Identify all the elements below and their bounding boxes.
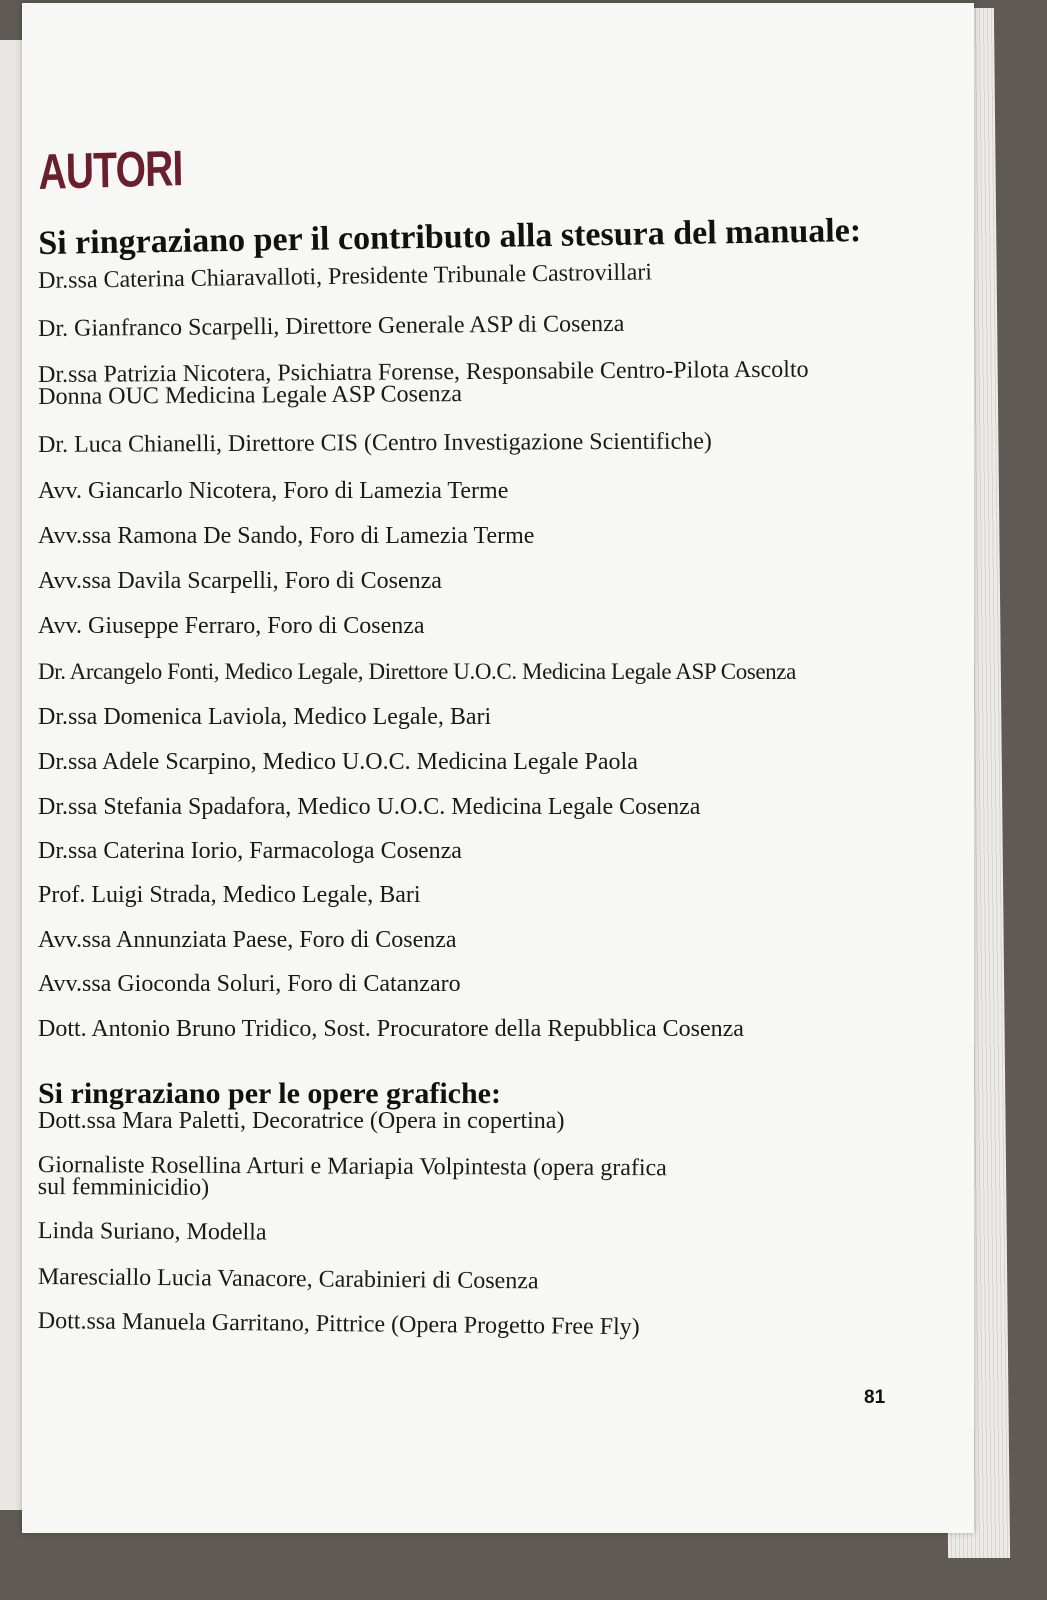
list-item: Avv. Giancarlo Nicotera, Foro di Lamezia Terme [38, 478, 509, 504]
list-item-line: Dr.ssa Patrizia Nicotera, Psichiatra Forense, Responsabile Centro-Pilota Ascolto [37, 356, 809, 388]
list-item: Dr. Arcangelo Fonti, Medico Legale, Direttore U.O.C. Medicina Legale ASP Cosenza [38, 659, 796, 684]
list-item: Dr. Gianfranco Scarpelli, Direttore Generale ASP di Cosenza [37, 310, 625, 342]
list-item: Avv. Giuseppe Ferraro, Foro di Cosenza [38, 613, 425, 639]
page-heading: AUTORI [38, 140, 184, 200]
list-item: Dr.ssa Stefania Spadafora, Medico U.O.C. Medicina Legale Cosenza [38, 794, 701, 820]
contributors-title: Si ringraziano per il contributo alla stesura del manuale: [38, 212, 862, 262]
list-item: Maresciallo Lucia Vanacore, Carabinieri di Cosenza [37, 1264, 539, 1295]
list-item: Dott.ssa Manuela Garritano, Pittrice (Opera Progetto Free Fly) [37, 1308, 640, 1341]
list-item: Linda Suriano, Modella [37, 1218, 267, 1246]
list-item: Dr.ssa Domenica Laviola, Medico Legale, Bari [38, 704, 492, 730]
list-item: Prof. Luigi Strada, Medico Legale, Bari [38, 882, 421, 908]
list-item [38, 358, 809, 409]
facing-page-edge [0, 40, 24, 1510]
page-number: 81 [864, 1387, 886, 1408]
list-item-line: Giornaliste Rosellina Arturi e Mariapia Volpintesta (opera grafica [37, 1152, 667, 1182]
list-item: Dr.ssa Caterina Iorio, Farmacologa Cosenza [38, 838, 462, 864]
list-item: Avv.ssa Ramona De Sando, Foro di Lamezia Terme [38, 523, 535, 549]
list-item: Dr.ssa Caterina Chiaravalloti, Presidente Tribunale Castrovillari [37, 259, 653, 294]
list-item-line: sul femminicidio) [37, 1173, 210, 1201]
list-item: Avv.ssa Annunziata Paese, Foro di Cosenza [38, 927, 457, 953]
list-item: Dott. Antonio Bruno Tridico, Sost. Procuratore della Repubblica Cosenza [38, 1016, 744, 1042]
list-item [38, 1153, 667, 1202]
list-item: Dr. Luca Chianelli, Direttore CIS (Centro Investigazione Scientifiche) [37, 428, 712, 458]
graphics-title: Si ringraziano per le opere grafiche: [38, 1077, 501, 1110]
list-item: Avv.ssa Gioconda Soluri, Foro di Catanzaro [38, 971, 461, 997]
list-item: Avv.ssa Davila Scarpelli, Foro di Cosenza [38, 568, 442, 594]
list-item-line: Donna OUC Medicina Legale ASP Cosenza [38, 381, 463, 410]
book-page [22, 3, 974, 1533]
list-item: Dott.ssa Mara Paletti, Decoratrice (Opera in copertina) [38, 1108, 565, 1134]
list-item: Dr.ssa Adele Scarpino, Medico U.O.C. Medicina Legale Paola [38, 749, 638, 775]
